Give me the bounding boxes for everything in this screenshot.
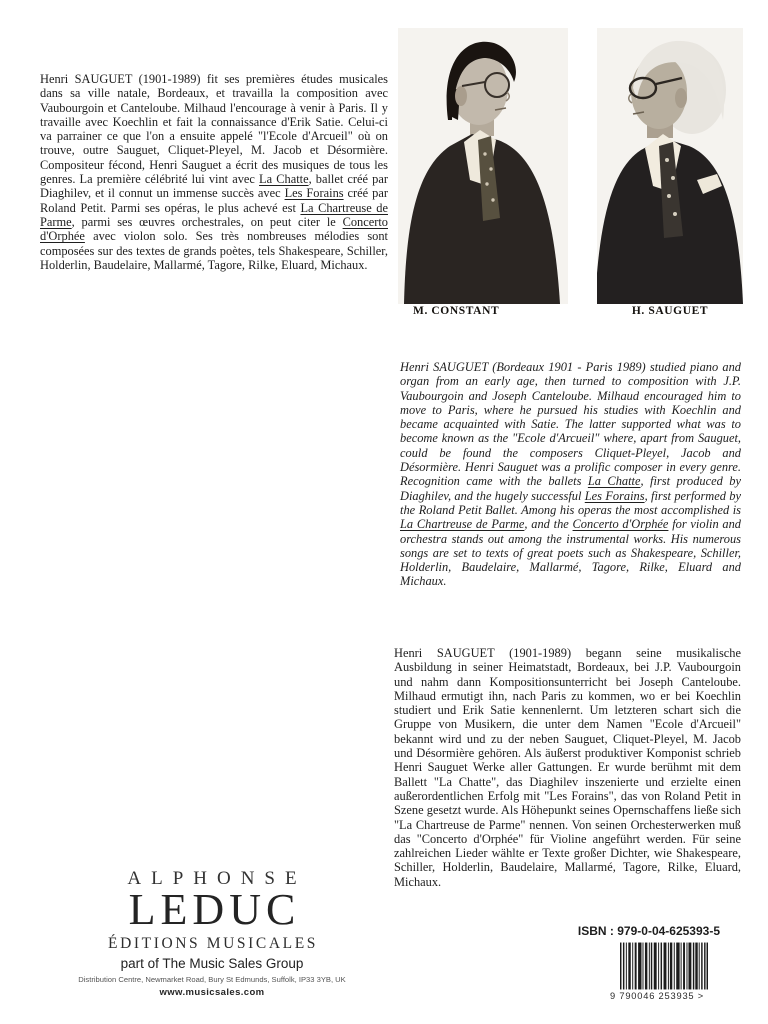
publisher-name-alphonse: ALPHONSE <box>127 868 307 889</box>
publisher-address: Distribution Centre, Newmarket Road, Bury St Edmunds, Suffolk, IP33 3YB, UK <box>78 975 346 984</box>
publisher-logo-block <box>52 870 372 998</box>
english-bio-paragraph: Henri SAUGUET (Bordeaux 1901 - Paris 1989) studied piano and organ from an early age, then turned to composition with J.P. Vaubourgoin and Joseph Canteloube. Milhaud encouraged him to move to Paris, where he pursued his studies with Koechlin and became acquainted with Satie. The latter supported what was to become known as the "Ecole d'Arcueil" where, apart from Sauguet, could be found the composers Cliquet-Pleyel, Jacob and Désormière. Henri Sauguet was a prolific composer in every genre. Recognition came with the ballets La Chatte, first produced by Diaghilev, and the hugely successful Les Forains, first performed by the Roland Petit Ballet. Among his operas the most accomplished is La Chartreuse de Parme, and the Concerto d'Orphée for violin and orchestra stands out among the instrumental works. His numerous songs are set to texts of great poets such as Shakespeare, Schiller, Holderlin, Baudelaire, Mallarmé, Tagore, Rilke, Eluard and Michaux. <box>400 360 742 589</box>
photo-m-constant <box>398 28 568 304</box>
german-bio-paragraph: Henri SAUGUET (1901-1989) begann seine musikalische Ausbildung in seiner Heimatstadt, Bordeaux, bei J.P. Vaubourgoin und nahm dann Kompositionsunterricht bei Joseph Canteloube. Milhaud ermutigt ihn, nach Paris zu kommen, wo er bei Koechlin studiert und Erik Satie kennenlernt. Um letzteren schart sich die Gruppe von Musikern, die unter dem Namen "Ecole d'Arcueil" bekannt wird und zu der neben Sauguet, Cliquet-Pleyel, M. Jacob und Désormière gehören. Als äußerst produktiver Komponist schrieb Henri Sauguet Werke aller Gattungen. Er wurde berühmt mit dem Ballett "La Chatte", das Diaghilev inszenierte und erzielte einen außerordentlichen Erfolg mit "Les Forains", das von Roland Petit in Szene gesetzt wurde. Als Höhepunkt seines Opernschaffens ließe sich "La Chartreuse de Parme" nennen. Von seinen Orchesterwerken muß das "Concerto d'Orphée" für Violine angeführt werden. Für seine zahlreichen Lieder wählte er Texte großer Dichter, wie Shakespeare, Schiller, Holderlin, Baudelaire, Mallarmé, Tagore, Rilke, Eluard, Michaux. <box>394 646 741 889</box>
barcode <box>620 942 708 990</box>
publisher-website: www.musicsales.com <box>159 987 265 998</box>
ear <box>675 88 687 108</box>
caption-m-constant: M. CONSTANT <box>413 305 500 317</box>
ear <box>455 86 467 106</box>
publisher-name-leduc: LEDUC <box>128 885 301 934</box>
caption-h-sauguet: H. SAUGUET <box>631 305 709 317</box>
french-bio-paragraph: Henri SAUGUET (1901-1989) fit ses premières études musicales dans sa ville natale, Bordeaux, et travailla la composition avec Vaubourgoin et Canteloube. Milhaud l'encourage à venir à Paris. Il y travaille avec Koechlin et fait la connaissance d'Erik Satie. Celui-ci va parrainer ce que l'on a ensuite appelé "l'Ecole d'Arcueil" où on trouve, outre Sauguet, Cliquet-Pleyel, M. Jacob et Désormière. Compositeur fécond, Henri Sauguet a écrit des musiques de tous les genres. La première célébrité lui vint avec La Chatte, ballet créé par Diaghilev, et il connut un immense succès avec Les Forains créé par Roland Petit. Parmi ses opéras, le plus achevé est La Chartreuse de Parme, parmi ses œuvres orchestrales, on peut citer le Concerto d'Orphée avec violon solo. Ses très nombreuses mélodies sont composées sur des textes de grands poètes, tels Shakespeare, Schiller, Holderlin, Baudelaire, Mallarmé, Tagore, Rilke, Eluard, Michaux. <box>40 72 388 272</box>
isbn-label: ISBN : 979-0-04-625393-5 <box>577 924 720 938</box>
photo-row <box>398 28 743 304</box>
publisher-group-line: part of The Music Sales Group <box>120 956 304 971</box>
photo-h-sauguet <box>597 28 743 304</box>
publisher-subtitle: ÉDITIONS MUSICALES <box>108 935 318 952</box>
barcode-digits: 9 790046 253935 > <box>610 991 704 1001</box>
